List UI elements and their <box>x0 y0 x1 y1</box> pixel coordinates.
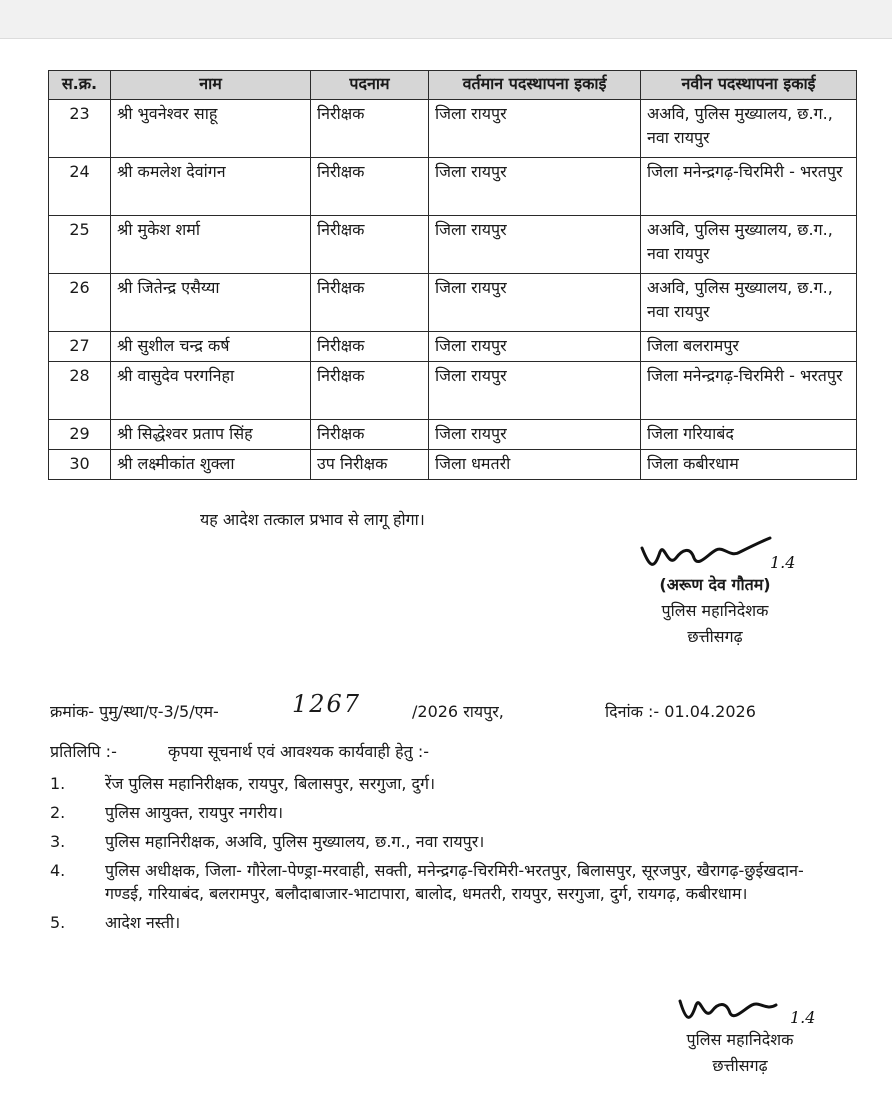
name-cell: श्री लक्ष्मीकांत शुक्ला <box>111 450 311 480</box>
new-unit-cell: जिला गरियाबंद <box>641 420 857 450</box>
signatory-state-2: छत्तीसगढ़ <box>712 1056 768 1075</box>
signature-1-icon <box>620 528 810 572</box>
table-row <box>49 274 857 332</box>
designation-cell: निरीक्षक <box>311 332 429 362</box>
table-header-row <box>49 71 857 100</box>
serial-cell: 26 <box>49 274 111 332</box>
header-current-unit: वर्तमान पदस्थापना इकाई <box>429 71 641 100</box>
reference-suffix: /2026 रायपुर, <box>412 702 504 721</box>
signature-block-1 <box>620 528 810 650</box>
designation-cell: निरीक्षक <box>311 274 429 332</box>
signature-2-icon <box>640 985 840 1027</box>
designation-cell: निरीक्षक <box>311 158 429 216</box>
serial-cell: 23 <box>49 100 111 158</box>
table-row <box>49 420 857 450</box>
signatory-name: (अरूण देव गौतम) <box>659 575 771 594</box>
table-row <box>49 362 857 420</box>
current-unit-cell: जिला रायपुर <box>429 216 641 274</box>
signature-block-2 <box>640 985 840 1079</box>
serial-cell: 28 <box>49 362 111 420</box>
list-item: 2. पुलिस आयुक्त, रायपुर नगरीय। <box>50 803 284 822</box>
new-unit-cell: जिला बलरामपुर <box>641 332 857 362</box>
designation-cell: निरीक्षक <box>311 216 429 274</box>
new-unit-cell: अअवि, पुलिस मुख्यालय, छ.ग., नवा रायपुर <box>641 216 857 274</box>
copy-label: प्रतिलिपि :- <box>50 742 117 761</box>
name-cell: श्री सिद्धेश्वर प्रताप सिंह <box>111 420 311 450</box>
serial-cell: 25 <box>49 216 111 274</box>
copy-text: कृपया सूचनार्थ एवं आवश्यक कार्यवाही हेतु :- <box>167 742 430 761</box>
serial-cell: 29 <box>49 420 111 450</box>
list-item: 1. रेंज पुलिस महानिरीक्षक, रायपुर, बिलासपुर, सरगुजा, दुर्ग। <box>50 774 436 793</box>
reference-number: 1267 <box>292 690 362 718</box>
designation-cell: निरीक्षक <box>311 420 429 450</box>
current-unit-cell: जिला रायपुर <box>429 420 641 450</box>
transfer-table <box>48 70 857 480</box>
header-name: नाम <box>111 71 311 100</box>
current-unit-cell: जिला रायपुर <box>429 100 641 158</box>
table-row <box>49 100 857 158</box>
name-cell: श्री मुकेश शर्मा <box>111 216 311 274</box>
copy-line <box>50 740 429 762</box>
table-row <box>49 332 857 362</box>
new-unit-cell: अअवि, पुलिस मुख्यालय, छ.ग., नवा रायपुर <box>641 100 857 158</box>
order-statement: यह आदेश तत्काल प्रभाव से लागू होगा। <box>200 510 425 529</box>
reference-prefix: क्रमांक- पुमु/स्था/ए-3/5/एम- <box>50 702 219 721</box>
list-item: 5. आदेश नस्ती। <box>50 913 181 932</box>
new-unit-cell: अअवि, पुलिस मुख्यालय, छ.ग., नवा रायपुर <box>641 274 857 332</box>
current-unit-cell: जिला धमतरी <box>429 450 641 480</box>
serial-cell: 30 <box>49 450 111 480</box>
serial-cell: 24 <box>49 158 111 216</box>
new-unit-cell: जिला मनेन्द्रगढ़-चिरमिरी - भरतपुर <box>641 158 857 216</box>
current-unit-cell: जिला रायपुर <box>429 362 641 420</box>
designation-cell: निरीक्षक <box>311 100 429 158</box>
list-item: 3. पुलिस महानिरीक्षक, अअवि, पुलिस मुख्यालय, छ.ग., नवा रायपुर। <box>50 832 485 851</box>
designation-cell: निरीक्षक <box>311 362 429 420</box>
signatory-title: पुलिस महानिदेशक <box>661 601 769 620</box>
serial-cell: 27 <box>49 332 111 362</box>
name-cell: श्री जितेन्द्र एसैय्या <box>111 274 311 332</box>
distribution-list <box>50 772 840 940</box>
current-unit-cell: जिला रायपुर <box>429 332 641 362</box>
name-cell: श्री भुवनेश्वर साहू <box>111 100 311 158</box>
name-cell: श्री सुशील चन्द्र कर्ष <box>111 332 311 362</box>
name-cell: श्री कमलेश देवांगन <box>111 158 311 216</box>
table-row <box>49 216 857 274</box>
table-row <box>49 450 857 480</box>
signatory-title-2: पुलिस महानिदेशक <box>686 1030 794 1049</box>
list-item: 4. पुलिस अधीक्षक, जिला- गौरेला-पेण्ड्रा-मरवाही, सक्ती, मनेन्द्रगढ़-चिरमिरी-भरतपुर, बिलासपुर, सूरजपुर, खैरागढ़-छुईखदान-गण्डई, गरियाबंद, बलरामपुर, बलौदाबाजार-भाटापारा, बालोद, धमतरी, रायपुर, सरगुजा, दुर्ग, रायगढ़, कबीरधाम। <box>50 861 804 903</box>
header-serial: स.क्र. <box>49 71 111 100</box>
designation-cell: उप निरीक्षक <box>311 450 429 480</box>
current-unit-cell: जिला रायपुर <box>429 158 641 216</box>
reference-date: दिनांक :- 01.04.2026 <box>605 702 756 721</box>
top-bar <box>0 0 892 39</box>
current-unit-cell: जिला रायपुर <box>429 274 641 332</box>
signature-1-mark: 1.4 <box>770 553 796 572</box>
signatory-state: छत्तीसगढ़ <box>687 627 743 646</box>
signature-2-mark: 1.4 <box>790 1008 816 1027</box>
name-cell: श्री वासुदेव परगनिहा <box>111 362 311 420</box>
new-unit-cell: जिला कबीरधाम <box>641 450 857 480</box>
new-unit-cell: जिला मनेन्द्रगढ़-चिरमिरी - भरतपुर <box>641 362 857 420</box>
table-row <box>49 158 857 216</box>
header-new-unit: नवीन पदस्थापना इकाई <box>641 71 857 100</box>
header-designation: पदनाम <box>311 71 429 100</box>
